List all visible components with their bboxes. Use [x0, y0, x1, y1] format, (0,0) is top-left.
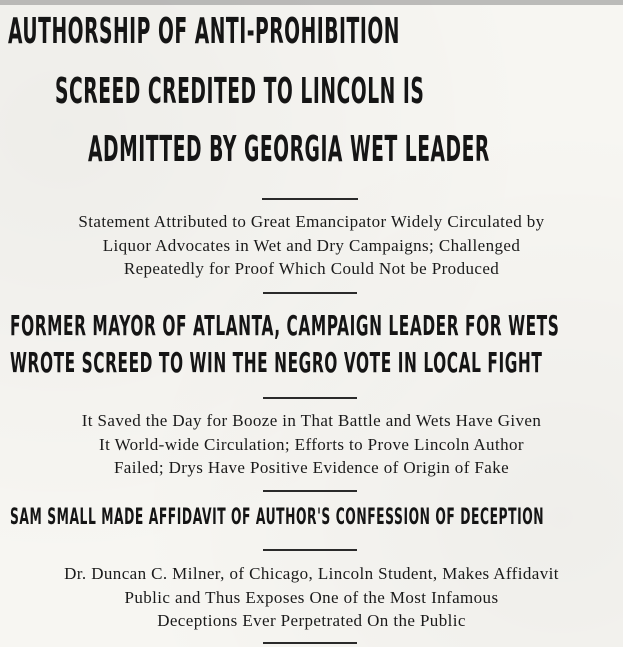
- headline-line-2: SCREED CREDITED TO LINCOLN IS: [55, 71, 425, 112]
- divider-rule: [262, 198, 358, 200]
- deck-2-line-3: Failed; Drys Have Positive Evidence of Origin of Fake: [113, 458, 510, 477]
- deck-1-line-1: Statement Attributed to Great Emancipator Widely Circulated by: [78, 212, 545, 231]
- subhead-2-line-2: WROTE SCREED TO WIN THE NEGRO VOTE IN LOCAL FIGHT: [10, 346, 543, 379]
- deck-2: [0, 409, 623, 480]
- subhead-2-line-1: FORMER MAYOR OF ATLANTA, CAMPAIGN LEADER FOR WETS: [10, 309, 560, 342]
- deck-3-line-3: Deceptions Ever Perpetrated On the Public: [157, 611, 466, 630]
- deck-3-line-2: Public and Thus Exposes One of the Most Infamous: [124, 587, 499, 607]
- divider-rule: [263, 549, 357, 551]
- deck-1-line-3: Repeatedly for Proof Which Could Not be Produced: [123, 259, 500, 278]
- headline-line-3: ADMITTED BY GEORGIA WET LEADER: [88, 129, 490, 170]
- divider-rule: [263, 642, 357, 644]
- divider-rule: [263, 292, 357, 294]
- top-border: [0, 0, 623, 5]
- headline-line-1: AUTHORSHIP OF ANTI-PROHIBITION: [8, 11, 400, 52]
- deck-1: [0, 210, 623, 281]
- deck-3-line-1: Dr. Duncan C. Milner, of Chicago, Lincoln Student, Makes Affidavit: [64, 564, 559, 583]
- divider-rule: [263, 397, 357, 399]
- deck-2-line-1: It Saved the Day for Booze in That Battle and Wets Have Given: [81, 411, 542, 430]
- subhead-3: SAM SMALL MADE AFFIDAVIT OF AUTHOR'S CONFESSION OF DECEPTION: [10, 505, 545, 530]
- deck-1-line-2: Liquor Advocates in Wet and Dry Campaigns; Challenged: [102, 235, 521, 255]
- deck-3: [0, 562, 623, 633]
- deck-2-line-2: It World-wide Circulation; Efforts to Prove Lincoln Author: [99, 434, 524, 454]
- divider-rule: [263, 490, 357, 492]
